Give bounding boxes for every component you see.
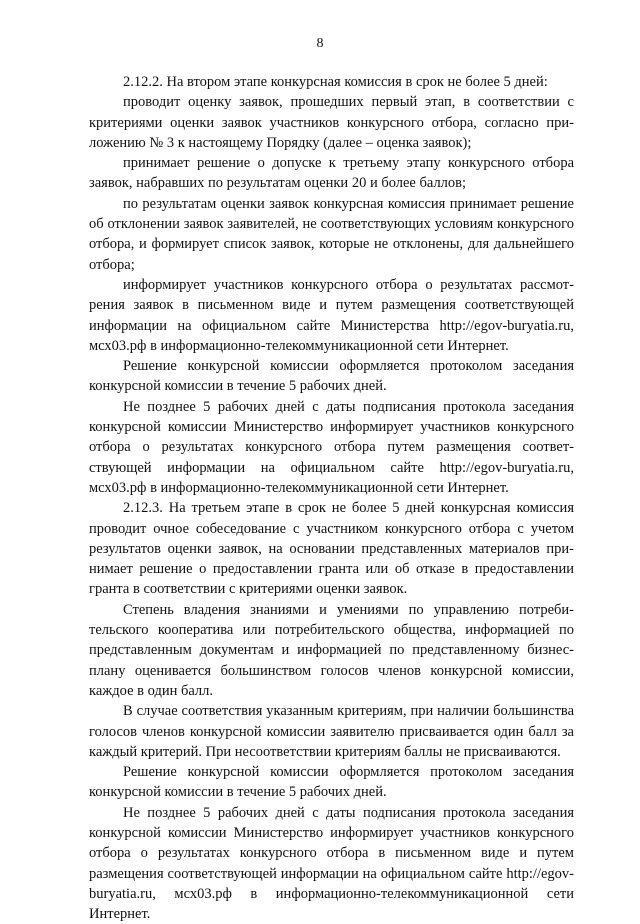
paragraph-assess-applications: проводит оценку заявок, прошедших первый этап, в соответствии с критериями оценки заявок участников конкурсного отбора, согласно приложению № 3 к настоящему Порядку (далее – оценка заявок); [89,94,574,151]
paragraph-commission-protocol: Решение конкурсной комиссии оформляется протоколом заседания конкурсной комиссии в течение 5 рабочих дней. [89,358,574,395]
paragraph-rejection-decision: по результатам оценки заявок конкурсная комиссия принимает решение об отклонении заявок заявителей, не соответствующих условиям конкурсного отбора, и формирует список заявок, которые не отклонены, для дальнейшего отбора; [89,195,574,273]
paragraph-knowledge-assessment: Степень владения знаниями и умениями по управлению потребительского кооператива или потребительского общества, информацией по представленным документам и информацией по представленному бизнес-плану оценивается большинством голосов членов конкурсной комиссии, каждое в один балл. [89,601,574,699]
paragraph-admission-decision: принимает решение о допуске к третьему этапу конкурсного отбора заявок, набравших по результатам оценки 20 и более баллов; [89,155,574,192]
paragraph-commission-protocol-2: Решение конкурсной комиссии оформляется протоколом заседания конкурсной комиссии в течение 5 рабочих дней. [89,764,574,801]
paragraph-criteria-points: В случае соответствия указанным критериям, при наличии большинства голосов членов конкурсной комиссии заявителю присваивается один балл за каждый критерий. При несоответствии критериям баллы не присваиваются. [89,703,574,760]
paragraph-publish-results-2: Не позднее 5 рабочих дней с даты подписания протокола заседания конкурсной комиссии Министерство информирует участников конкурсного отбора о результатах конкурсного отбора в письменном виде и путем размещения соответствующей информации на официальном сайте http://egov-buryatia.ru, мсх03.рф в информационно-телекоммуникационной сети Интернет. [89,804,574,923]
paragraph-publish-results: Не позднее 5 рабочих дней с даты подписания протокола заседания конкурсной комиссии Министерство информирует участников конкурсного отбора о результатах конкурсного отбора путем размещения соответствующей информации на официальном сайте http://egov-buryatia.ru, мсх03.рф в информационно-телекоммуникационной сети Интернет. [89,398,574,496]
document-body [89,72,574,924]
paragraph-2-12-2-intro: 2.12.2. На втором этапе конкурсная комиссия в срок не более 5 дней: [123,74,548,90]
page-number: 8 [316,36,324,51]
paragraph-inform-participants: информирует участников конкурсного отбора о результатах рассмотрения заявок в письменном виде и путем размещения соответствующей информации на официальном сайте Министерства http://egov-buryatia.ru, мсх03.рф в информационно-телекоммуникационной сети Интернет. [89,276,574,354]
paragraph-2-12-3-third-stage: 2.12.3. На третьем этапе в срок не более 5 дней конкурсная комиссия проводит очное собеседование с участником конкурсного отбора с учетом результатов оценки заявок, на основании представленных материалов принимает решение о предоставлении гранта или об отказе в предоставлении гранта в соответствии с критериями оценки заявок. [89,500,574,598]
